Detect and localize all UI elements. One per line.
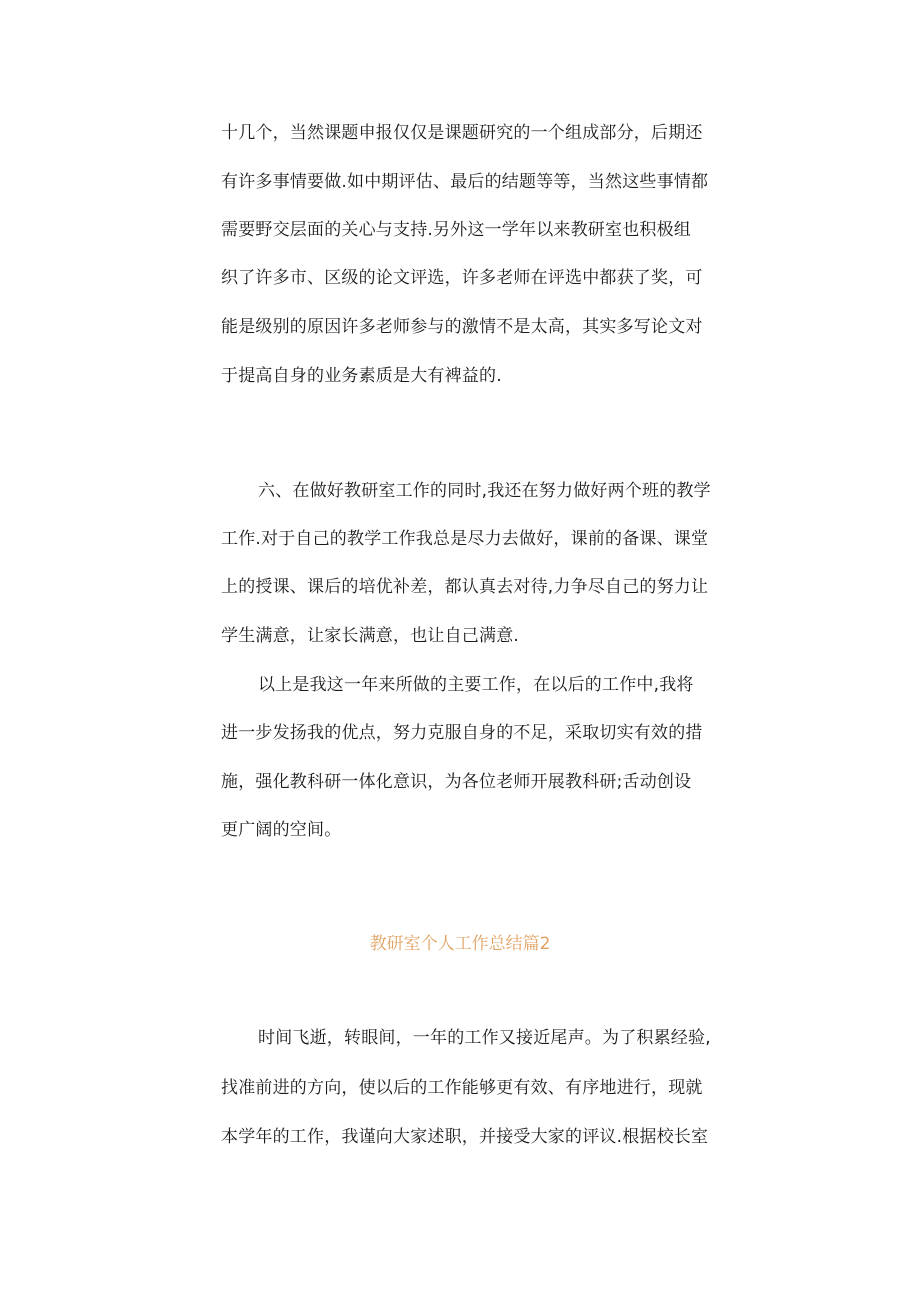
text-line: 进一步发扬我的优点，努力克服自身的不足，采取切实有效的措 — [221, 723, 703, 743]
text-line: 十几个，当然课题申报仅仅是课题研究的一个组成部分，后期还 — [221, 123, 703, 143]
text-line: 工作.对于自己的教学工作我总是尽力去做好，课前的备课、课堂 — [221, 529, 709, 549]
text-line: 六、在做好教研室工作的同时,我还在努力做好两个班的教学 — [258, 481, 711, 501]
text-line: 找准前进的方向，使以后的工作能够更有效、有序地进行，现就 — [221, 1078, 703, 1098]
text-line: 以上是我这一年来所做的主要工作，在以后的工作中,我将 — [258, 675, 694, 695]
text-line: 更广阔的空间。 — [221, 820, 342, 840]
section-heading: 教研室个人工作总结篇2 — [369, 934, 551, 954]
text-line: 需要野交层面的关心与支持.另外这一学年以来教研室也积极组 — [221, 220, 692, 240]
text-line: 本学年的工作，我谨向大家述职，并接受大家的评议.根据校长室 — [221, 1127, 709, 1147]
text-line: 上的授课、课后的培优补差，都认真去对待,力争尽自己的努力让 — [221, 577, 709, 597]
text-line: 于提高自身的业务素质是大有裨益的. — [221, 366, 502, 386]
text-line: 学生满意，让家长满意，也让自己满意. — [221, 626, 520, 646]
text-line: 能是级别的原因许多老师参与的激情不是太高，其实多写论文对 — [221, 317, 703, 337]
text-line: 织了许多市、区级的论文评选，许多老师在评选中都获了奖，可 — [221, 268, 703, 288]
text-line: 时间飞逝，转眼间，一年的工作又接近尾声。为了积累经验, — [258, 1028, 711, 1048]
text-line: 有许多事情要做.如中期评估、最后的结题等等，当然这些事情都 — [221, 172, 709, 192]
text-line: 施，强化教科研一体化意识，为各位老师开展教科研;舌动创设 — [221, 772, 692, 792]
